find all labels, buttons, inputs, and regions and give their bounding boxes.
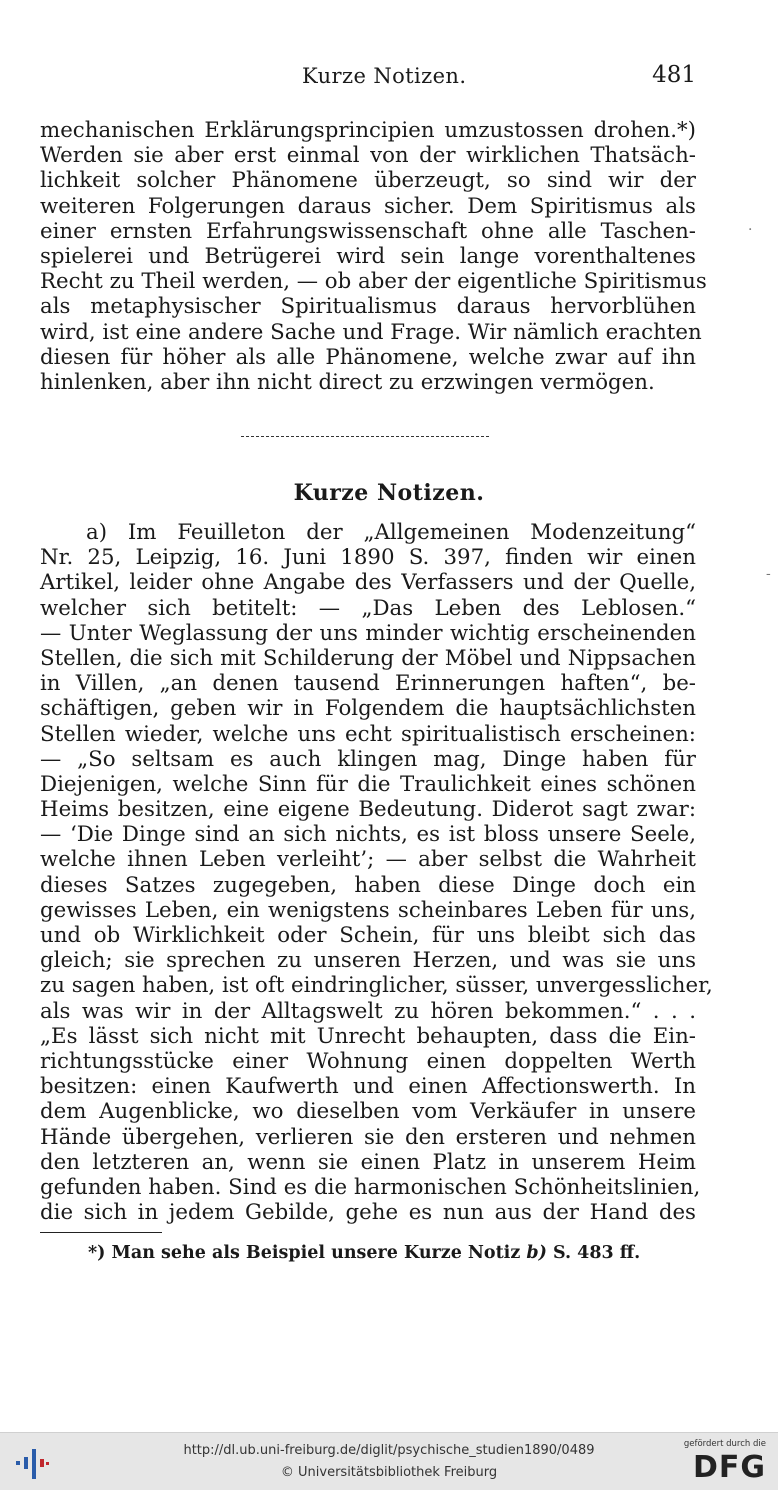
text-line: richtungsstücke einer Wohnung einen doppelten Werth — [40, 1048, 696, 1074]
text-line: als was wir in der Alltagswelt zu hören bekommen.“ . . . — [40, 998, 696, 1024]
viewer-footer-bar — [0, 1432, 778, 1490]
text-line: a) Im Feuilleton der „Allgemeinen Modenzeitung“ — [86, 520, 696, 545]
text-line: dem Augenblicke, wo dieselben vom Verkäufer in unsere — [40, 1099, 696, 1125]
footnote-marker: *) — [88, 1243, 106, 1263]
text-line: — Unter Weglassung der uns minder wichtig erscheinenden — [40, 620, 696, 646]
text-line: gleich; sie sprechen zu unseren Herzen, und was sie uns — [40, 948, 696, 974]
text-line: Recht zu Theil werden, — ob aber der eigentliche Spiritismus — [40, 269, 707, 295]
footnote-rule — [40, 1232, 162, 1233]
text-line: in Villen, „an denen tausend Erinnerungen haften“, be- — [40, 671, 696, 697]
text-line: Stellen wieder, welche uns echt spiritualistisch erscheinen: — [40, 721, 696, 747]
text-line: hinlenken, aber ihn nicht direct zu erzwingen vermögen. — [40, 369, 655, 395]
text-line: diesen für höher als alle Phänomene, welche zwar auf ihn — [40, 344, 696, 370]
scan-edge-mark: - — [766, 566, 771, 582]
text-line: Diejenigen, welche Sinn für die Traulichkeit eines schönen — [40, 771, 696, 797]
running-head — [40, 64, 696, 94]
text-line: einer ernsten Erfahrungswissenschaft ohne alle Taschen- — [40, 218, 696, 244]
text-line: die sich in jedem Gebilde, gehe es nun aus der Hand des — [40, 1200, 696, 1226]
text-line: als metaphysischer Spiritualismus daraus hervorblühen — [40, 294, 696, 320]
text-line: welcher sich betitelt: — „Das Leben des Leblosen.“ — [40, 595, 696, 621]
text-line: lichkeit solcher Phänomene überzeugt, so sind wir der — [40, 168, 696, 194]
permalink-url[interactable]: http://dl.ub.uni-freiburg.de/diglit/psychische_studien1890/0489 — [183, 1443, 595, 1458]
scan-edge-mark: · — [748, 222, 753, 238]
text-line: zu sagen haben, ist oft eindringlicher, süsser, unvergesslicher, — [40, 973, 713, 999]
footnote-text: Man sehe als Beispiel unsere Kurze Notiz — [111, 1243, 521, 1263]
copyright-text: © Universitätsbibliothek Freiburg — [280, 1465, 498, 1480]
text-line: Hände übergehen, verlieren sie den ersteren und nehmen — [40, 1124, 696, 1150]
text-line: gefunden haben. Sind es die harmonischen Schönheitslinien, — [40, 1174, 701, 1200]
text-line: Stellen, die sich mit Schilderung der Möbel und Nippsachen — [40, 645, 696, 671]
text-line: mechanischen Erklärungsprincipien umzustossen drohen.*) — [40, 118, 696, 143]
text-line: wird, ist eine andere Sache und Frage. Wir nämlich erachten — [40, 319, 702, 345]
text-line: weiteren Folgerungen daraus sicher. Dem Spiritismus als — [40, 193, 696, 219]
text-line: welche ihnen Leben verleiht’; — aber selbst die Wahrheit — [40, 847, 696, 873]
text-line: und ob Wirklichkeit oder Schein, für uns bleibt sich das — [40, 923, 696, 948]
text-line: spielerei und Betrügerei wird sein lange vorenthaltenes — [40, 243, 696, 269]
footnote-text-end: S. 483 ff. — [552, 1243, 641, 1263]
paragraph-1 — [40, 118, 707, 395]
text-line: Artikel, leider ohne Angabe des Verfassers und der Quelle, — [40, 570, 696, 596]
text-line: besitzen: einen Kaufwerth und einen Affectionswerth. In — [40, 1074, 696, 1100]
dfg-logo: DFG — [692, 1450, 766, 1485]
text-line: schäftigen, geben wir in Folgendem die hauptsächlichsten — [40, 696, 696, 722]
running-title: Kurze Notizen. — [302, 64, 467, 88]
text-line: gewisses Leben, ein wenigstens scheinbares Leben für uns, — [40, 897, 696, 923]
text-line: — ‘Die Dinge sind an sich nichts, es ist bloss unsere Seele, — [40, 822, 696, 848]
text-line: — „So seltsam es auch klingen mag, Dinge haben für — [40, 746, 696, 772]
text-line: den letzteren an, wenn sie einen Platz in unserem Heim — [40, 1149, 696, 1175]
text-line: Werden sie aber erst einmal von der wirklichen Thatsäch- — [40, 143, 696, 169]
text-line: Nr. 25, Leipzig, 16. Juni 1890 S. 397, finden wir einen — [40, 545, 696, 571]
text-line: dieses Satzes zugegeben, haben diese Dinge doch ein — [40, 872, 696, 898]
footnote — [88, 1243, 640, 1263]
text-line: „Es lässt sich nicht mit Unrecht behaupten, dass die Ein- — [40, 1023, 696, 1049]
footnote-ref: b) — [526, 1243, 547, 1263]
page-number: 481 — [652, 62, 696, 88]
dfg-caption: gefördert durch die — [683, 1439, 766, 1449]
paragraph-2 — [40, 520, 713, 1226]
text-line: Heims besitzen, eine eigene Bedeutung. Diderot sagt zwar: — [40, 797, 696, 823]
section-separator — [241, 436, 489, 437]
section-heading: Kurze Notizen. — [293, 480, 485, 506]
